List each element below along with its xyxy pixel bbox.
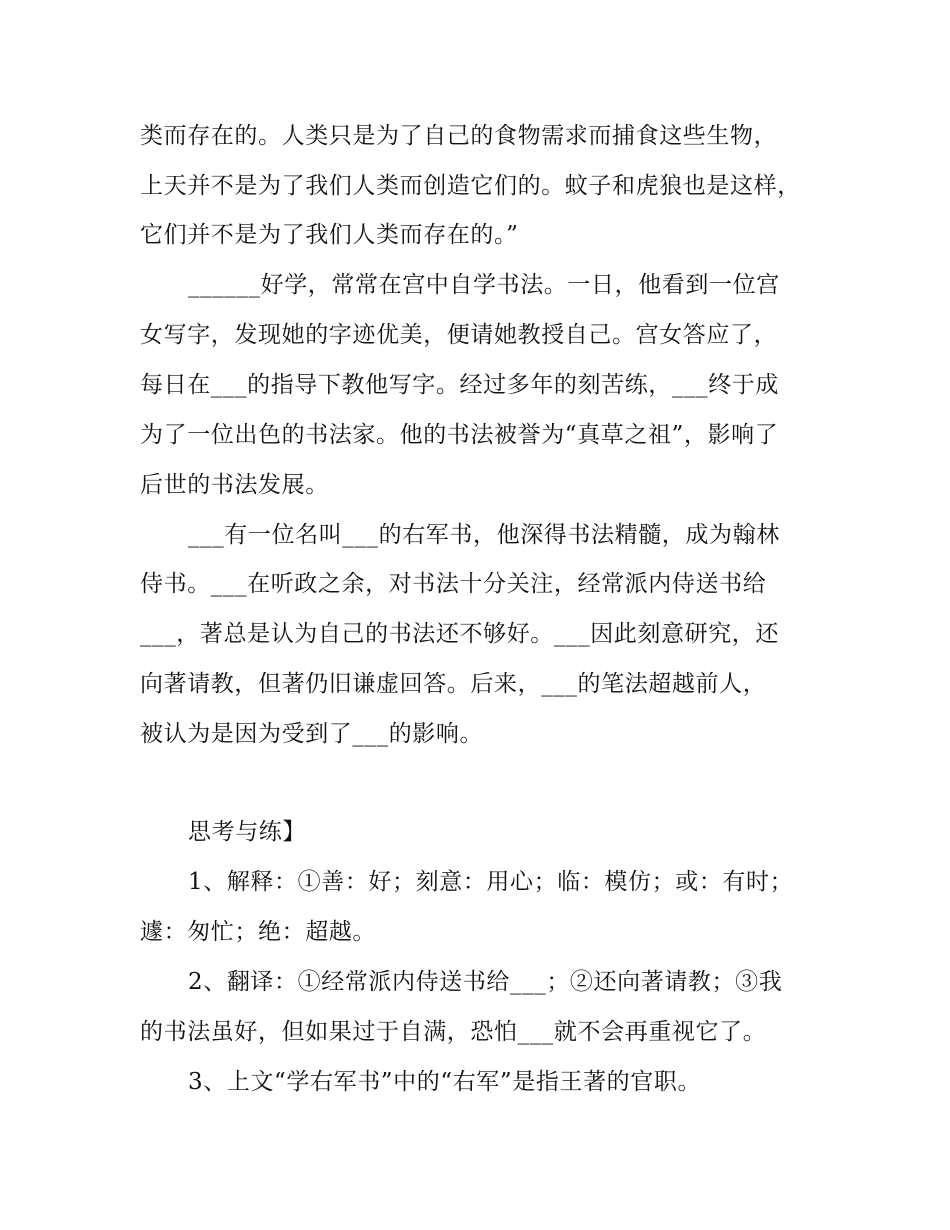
text-line: 后世的书法发展。 <box>140 472 329 498</box>
text-line: 的书法虽好，但如果过于自满，恐怕___就不会再重视它了。 <box>140 1019 767 1045</box>
exercise-item: 1、解释：①善：好；刻意：用心；临：模仿；或：有时； <box>188 869 794 895</box>
exercise-item: 2、翻译：①经常派内侍送书给___；②还向著请教；③我 <box>188 969 783 995</box>
text-line: ___，著总是认为自己的书法还不够好。___因此刻意研究，还 <box>140 621 779 647</box>
paragraph-start-line: ______好学，常常在宫中自学书法。一日，他看到一位宫 <box>188 272 780 298</box>
text-line: 被认为是因为受到了___的影响。 <box>140 721 484 747</box>
text-line: 为了一位出色的书法家。他的书法被誉为“真草之祖”，影响了 <box>140 422 779 448</box>
text-line: 侍书。___在听政之余，对书法十分关注，经常派内侍送书给 <box>140 571 767 597</box>
section-heading: 思考与练】 <box>188 819 306 845</box>
text-line: 它们并不是为了我们人类而存在的。” <box>140 222 519 248</box>
paragraph-start-line: ___有一位名叫___的右军书，他深得书法精髓，成为翰林 <box>188 522 780 548</box>
exercise-item: 3、上文“学右军书”中的“右军”是指王著的官职。 <box>188 1069 702 1095</box>
text-line: 遽：匆忙；绝：超越。 <box>140 919 376 945</box>
text-line: 每日在___的指导下教他写字。经过多年的刻苦练，___终于成 <box>140 372 779 398</box>
text-line: 向著请教，但著仍旧谦虚回答。后来，___的笔法超越前人， <box>140 671 767 697</box>
text-line: 类而存在的。人类只是为了自己的食物需求而捕食这些生物， <box>140 123 778 149</box>
text-line: 上天并不是为了我们人类而创造它们的。蚊子和虎狼也是这样， <box>140 173 801 199</box>
text-line: 女写字，发现她的字迹优美，便请她教授自己。宫女答应了， <box>140 322 778 348</box>
